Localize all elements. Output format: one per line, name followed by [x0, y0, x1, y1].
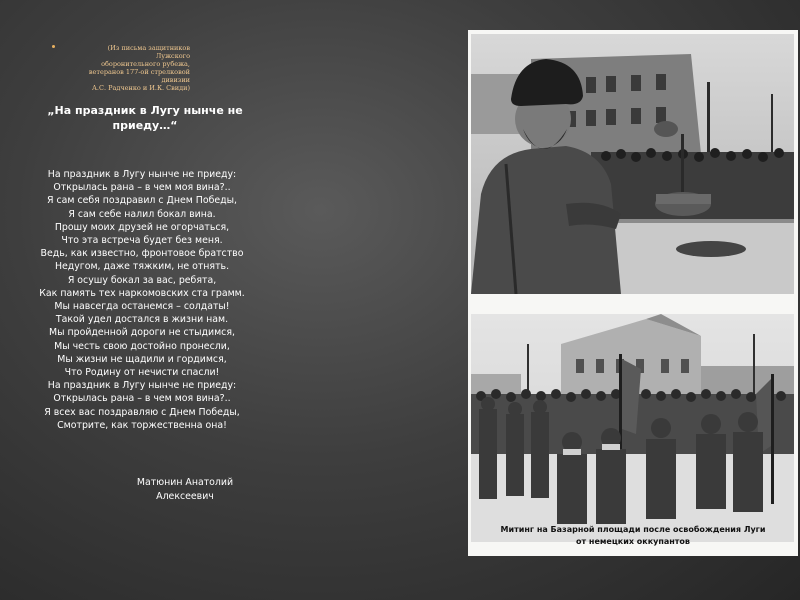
- poem-line: Ведь, как известно, фронтовое братство: [40, 248, 244, 260]
- photo-caption-line: от немецких оккупантов: [576, 537, 690, 546]
- meeting-photo-image: [471, 314, 794, 542]
- poem-line: Открылась рана – в чем моя вина?..: [53, 182, 231, 194]
- bullet-dot-icon: [52, 45, 55, 48]
- poem-line: Мы навсегда останемся – солдаты!: [54, 301, 230, 313]
- poem-line: Я всех вас поздравляю с Днем Победы,: [44, 406, 240, 418]
- source-note-line: Лужского: [155, 52, 190, 60]
- poem-line: Я сам себя поздравил с Днем Победы,: [47, 195, 237, 207]
- poem-line: Как память тех наркомовских ста грамм.: [39, 287, 245, 299]
- author: [100, 476, 270, 504]
- photo-card: [468, 30, 798, 556]
- source-note-line: (Из письма защитников: [107, 44, 190, 52]
- poem-line: Мы пройденной дороги не стыдимся,: [49, 327, 235, 339]
- author-line: Матюнин Анатолий: [136, 477, 234, 488]
- author-line: Алексеевич: [156, 491, 214, 502]
- poem-line: Я осушу бокал за вас, ребята,: [67, 274, 217, 286]
- source-note-line: А.С. Радченко и И.К. Свиди): [92, 84, 190, 92]
- poem-line: Недугом, даже тяжким, не отнять.: [54, 261, 230, 273]
- poem-line: Я сам себе налил бокал вина.: [68, 208, 216, 220]
- poem-line: Что Родину от нечисти спасли!: [64, 367, 220, 379]
- meeting-photo: [471, 314, 794, 542]
- speaker-photo-image: [471, 34, 794, 294]
- poem-line: На праздник в Лугу нынче не приеду:: [47, 380, 237, 392]
- source-note-line: оборонительного рубежа,: [101, 60, 190, 68]
- poem-line: Что эта встреча будет без меня.: [61, 235, 223, 247]
- poem-body: [4, 168, 280, 432]
- photo-caption-line: Митинг на Базарной площади после освобождения Луги: [500, 525, 766, 534]
- poem-line: Открылась рана – в чем моя вина?..: [53, 393, 231, 405]
- poem-line: Смотрите, как торжественна она!: [57, 419, 227, 431]
- source-note: [60, 44, 190, 92]
- poem-line: На праздник в Лугу нынче не приеду:: [47, 169, 237, 180]
- speaker-photo: [471, 34, 794, 294]
- poem-line: Мы жизни не щадили и гордимся,: [57, 353, 227, 365]
- source-note-line: дивизии: [161, 76, 190, 84]
- poem-line: Мы честь свою достойно пронесли,: [54, 340, 230, 352]
- photo-caption: [472, 524, 794, 548]
- poem-title: „На праздник в Лугу нынче не приеду…“: [47, 104, 243, 132]
- poem-line: Прошу моих друзей не огорчаться,: [54, 221, 230, 233]
- source-note-line: ветеранов 177-ой стрелковой: [88, 68, 190, 76]
- poem-line: Такой удел достался в жизни нам.: [55, 314, 229, 326]
